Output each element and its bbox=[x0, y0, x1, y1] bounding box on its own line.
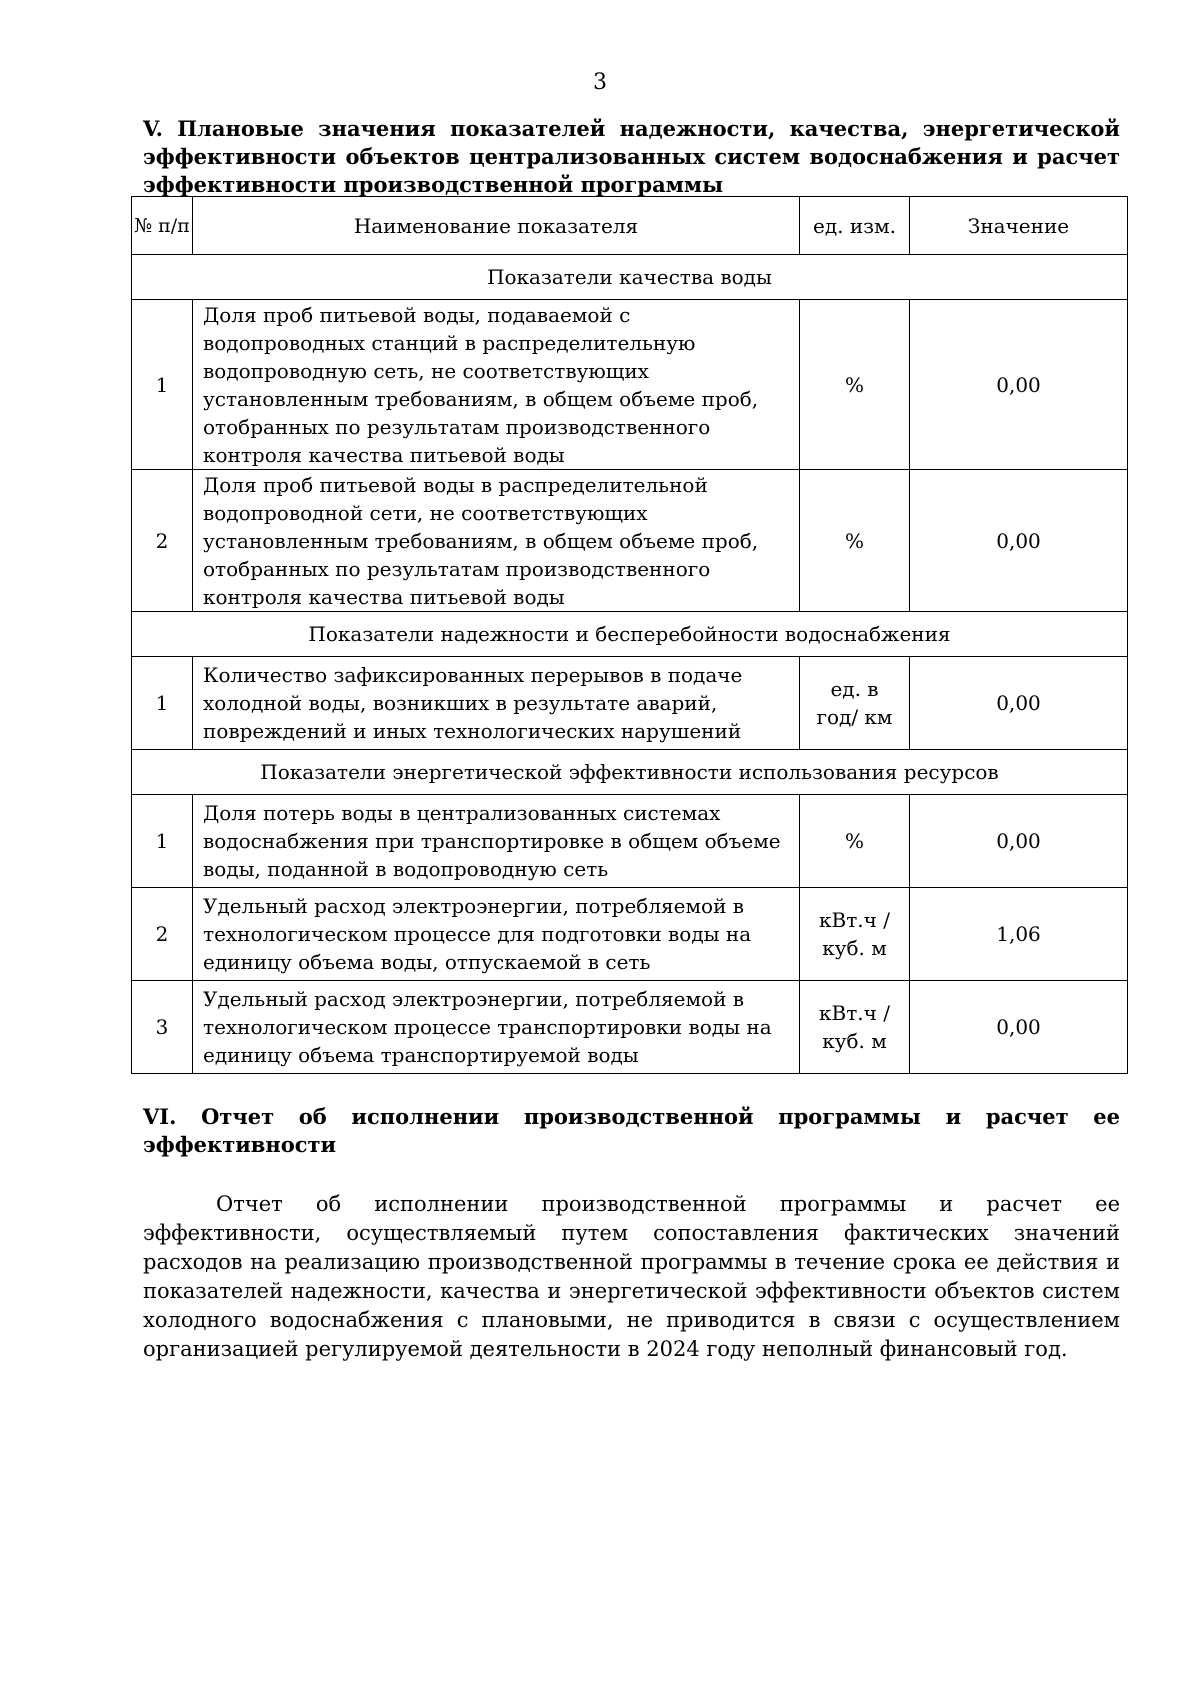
header-unit: ед. изм. bbox=[800, 197, 910, 255]
row-num: 1 bbox=[132, 657, 193, 750]
group-title-quality: Показатели качества воды bbox=[132, 255, 1128, 300]
row-num: 2 bbox=[132, 470, 193, 612]
row-num: 1 bbox=[132, 795, 193, 888]
row-value: 0,00 bbox=[910, 795, 1128, 888]
row-unit: кВт.ч / куб. м bbox=[800, 888, 910, 981]
row-value: 0,00 bbox=[910, 657, 1128, 750]
table-row bbox=[132, 657, 1128, 750]
table-row bbox=[132, 300, 1128, 470]
table-row bbox=[132, 795, 1128, 888]
row-unit: % bbox=[800, 470, 910, 612]
table-header-row bbox=[132, 197, 1128, 255]
row-num: 2 bbox=[132, 888, 193, 981]
group-title-reliability: Показатели надежности и бесперебойности водоснабжения bbox=[132, 612, 1128, 657]
header-num: № п/п bbox=[132, 197, 193, 255]
table-row bbox=[132, 470, 1128, 612]
row-unit: % bbox=[800, 300, 910, 470]
row-num: 1 bbox=[132, 300, 193, 470]
group-title-row bbox=[132, 255, 1128, 300]
section-vi-paragraph: Отчет об исполнении производственной программы и расчет ее эффективности, осуществляемый путем сопоставления фактических значений расходов на реализацию производственной программы в течение срока ее действия и показателей надежности, качества и энергетической эффективности объектов систем холодного водоснабжения с плановыми, не приводится в связи с осуществлением организацией регулируемой деятельности в 2024 году неполный финансовый год. bbox=[143, 1192, 1120, 1361]
indicators-table bbox=[131, 196, 1128, 1074]
row-name: Доля проб питьевой воды, подаваемой с водопроводных станций в распределительную водопроводную сеть, не соответствующих установленным требованиям, в общем объеме проб, отобранных по результатам производственного контроля качества питьевой воды bbox=[193, 300, 800, 470]
row-name: Количество зафиксированных перерывов в подаче холодной воды, возникших в результате аварий, повреждений и иных технологических нарушений bbox=[193, 657, 800, 750]
row-name: Удельный расход электроэнергии, потребляемой в технологическом процессе транспортировки воды на единицу объема транспортируемой воды bbox=[193, 981, 800, 1074]
row-value: 0,00 bbox=[910, 300, 1128, 470]
row-value: 0,00 bbox=[910, 981, 1128, 1074]
page-number: 3 bbox=[593, 70, 607, 95]
group-title-energy: Показатели энергетической эффективности использования ресурсов bbox=[132, 750, 1128, 795]
row-num: 3 bbox=[132, 981, 193, 1074]
row-unit: кВт.ч / куб. м bbox=[800, 981, 910, 1074]
row-name: Удельный расход электроэнергии, потребляемой в технологическом процессе для подготовки воды на единицу объема воды, отпускаемой в сеть bbox=[193, 888, 800, 981]
section-vi-heading: VI. Отчет об исполнении производственной программы и расчет ее эффективности bbox=[143, 1104, 1120, 1157]
row-unit: % bbox=[800, 795, 910, 888]
group-title-row bbox=[132, 612, 1128, 657]
group-title-row bbox=[132, 750, 1128, 795]
header-value: Значение bbox=[910, 197, 1128, 255]
row-name: Доля проб питьевой воды в распределительной водопроводной сети, не соответствующих установленным требованиям, в общем объеме проб, отобранных по результатам производственного контроля качества питьевой воды bbox=[193, 470, 800, 612]
row-value: 1,06 bbox=[910, 888, 1128, 981]
row-name: Доля потерь воды в централизованных системах водоснабжения при транспортировке в общем объеме воды, поданной в водопроводную сеть bbox=[193, 795, 800, 888]
table-row bbox=[132, 981, 1128, 1074]
table-row bbox=[132, 888, 1128, 981]
row-value: 0,00 bbox=[910, 470, 1128, 612]
row-unit: ед. в год/ км bbox=[800, 657, 910, 750]
header-name: Наименование показателя bbox=[193, 197, 800, 255]
section-v-heading: V. Плановые значения показателей надежности, качества, энергетической эффективности объектов централизованных систем водоснабжения и расчет эффективности производственной программы bbox=[143, 116, 1120, 197]
